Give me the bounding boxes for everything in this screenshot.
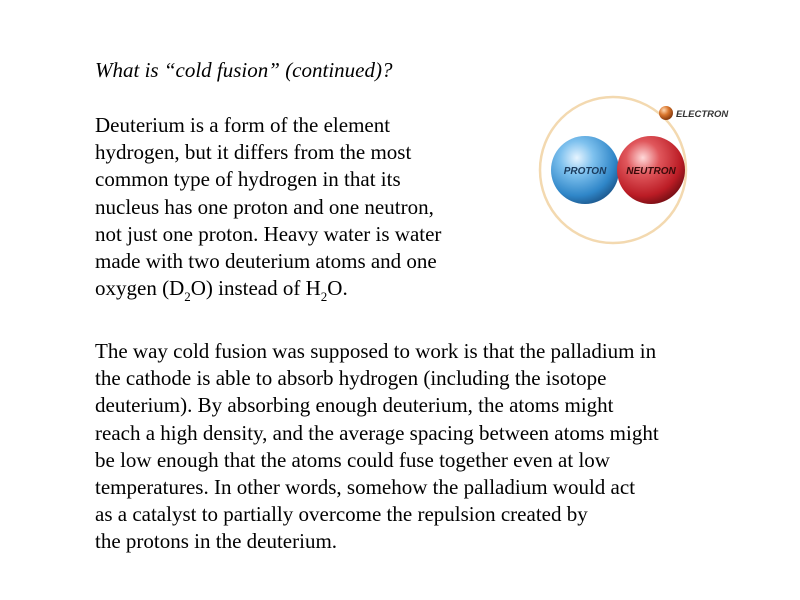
text-line: temperatures. In other words, somehow the palladium would act [95, 475, 636, 500]
slide-title: What is “cold fusion” (continued)? [95, 58, 393, 82]
text-line: made with two deuterium atoms and one [95, 249, 437, 274]
text-fragment: O. [327, 276, 348, 301]
text-line-formula [95, 275, 515, 305]
neutron-label: NEUTRON [626, 166, 676, 177]
subscript: 2 [184, 289, 191, 305]
deuterium-atom-diagram [535, 90, 735, 250]
electron-sphere [659, 106, 673, 120]
text-line: the cathode is able to absorb hydrogen (including the isotope [95, 366, 607, 391]
text-line: deuterium). By absorbing enough deuterium, the atoms might [95, 393, 614, 418]
proton-label: PROTON [563, 166, 607, 177]
text-line: reach a high density, and the average spacing between atoms might [95, 420, 659, 445]
text-line: The way cold fusion was supposed to work is that the palladium in [95, 339, 657, 363]
text-line: the protons in the deuterium. [95, 529, 338, 554]
text-line: Deuterium is a form of the element [95, 113, 391, 137]
subscript: 2 [320, 289, 328, 305]
electron-label: ELECTRON [676, 109, 729, 120]
text-line: be low enough that the atoms could fuse together even at low [95, 447, 610, 472]
text-line: hydrogen, but it differs from the most [95, 140, 412, 165]
deuterium-paragraph [95, 112, 515, 305]
text-line: not just one proton. Heavy water is water [95, 221, 442, 246]
cold-fusion-paragraph [95, 338, 775, 556]
text-line: as a catalyst to partially overcome the repulsion created by [95, 502, 588, 527]
text-fragment: O) instead of H [190, 276, 321, 301]
text-line: common type of hydrogen in that its [95, 167, 401, 192]
text-line: nucleus has one proton and one neutron, [95, 194, 434, 219]
text-fragment: oxygen (D [95, 276, 185, 301]
